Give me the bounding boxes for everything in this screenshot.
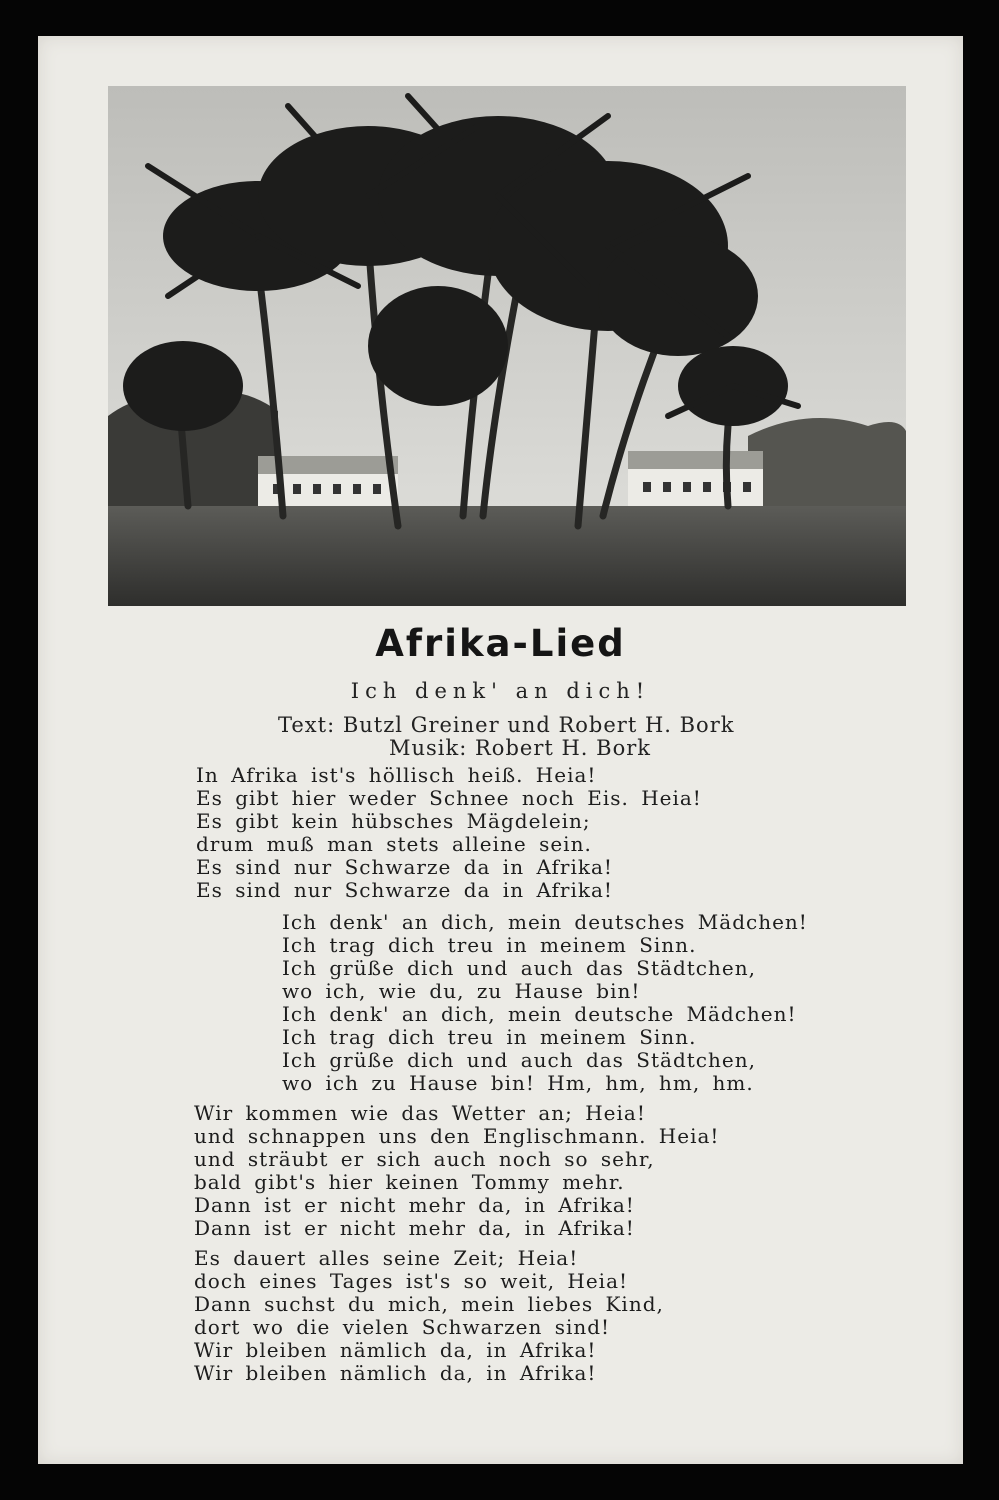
verse-line: drum muß man stets alleine sein.: [196, 832, 592, 856]
verse-line: dort wo die vielen Schwarzen sind!: [194, 1315, 611, 1339]
song-title: Afrika-Lied: [375, 622, 626, 665]
verse-line: Es sind nur Schwarze da in Afrika!: [196, 855, 613, 879]
stanza-2: [194, 1102, 719, 1240]
palm-trees-photo-illustration: [108, 86, 906, 606]
postcard: [38, 36, 963, 1464]
verse-line: bald gibt's hier keinen Tommy mehr.: [194, 1170, 625, 1194]
stanza-3: [194, 1247, 664, 1385]
verse-line: In Afrika ist's höllisch heiß. Heia!: [196, 763, 597, 787]
verse-line: Ich denk' an dich, mein deutsche Mädchen!: [282, 1002, 797, 1026]
verse-line: Wir bleiben nämlich da, in Afrika!: [194, 1338, 597, 1362]
verse-line: Ich trag dich treu in meinem Sinn.: [282, 1025, 697, 1049]
song-subtitle: Ich denk' an dich!: [350, 679, 651, 703]
verse-line: Dann suchst du mich, mein liebes Kind,: [194, 1292, 664, 1316]
verse-line: Ich grüße dich und auch das Städtchen,: [282, 1048, 756, 1072]
verse-line: Es gibt kein hübsches Mägdelein;: [196, 809, 591, 833]
verse-line: Wir kommen wie das Wetter an; Heia!: [194, 1101, 646, 1125]
lyrics-credit: Text: Butzl Greiner und Robert H. Bork: [278, 713, 735, 737]
verse-line: Dann ist er nicht mehr da, in Afrika!: [194, 1216, 635, 1240]
verse-line: wo ich, wie du, zu Hause bin!: [282, 979, 641, 1003]
verse-line: und sträubt er sich auch noch so sehr,: [194, 1147, 655, 1171]
verse-line: Wir bleiben nämlich da, in Afrika!: [194, 1361, 597, 1385]
verse-line: Ich trag dich treu in meinem Sinn.: [282, 933, 697, 957]
verse-line: Es dauert alles seine Zeit; Heia!: [194, 1246, 579, 1270]
verse-line: Es gibt hier weder Schnee noch Eis. Heia!: [196, 786, 702, 810]
stanza-1: [196, 764, 702, 902]
verse-line: Ich grüße dich und auch das Städtchen,: [282, 956, 756, 980]
refrain: [282, 911, 808, 1095]
verse-line: Dann ist er nicht mehr da, in Afrika!: [194, 1193, 635, 1217]
verse-line: und schnappen uns den Englischmann. Heia!: [194, 1124, 720, 1148]
music-credit: Musik: Robert H. Bork: [389, 736, 651, 760]
palm-trees-photo: [108, 86, 906, 606]
verse-line: Ich denk' an dich, mein deutsches Mädchen!: [282, 910, 808, 934]
verse-line: doch eines Tages ist's so weit, Heia!: [194, 1269, 629, 1293]
verse-line: Es sind nur Schwarze da in Afrika!: [196, 878, 613, 902]
verse-line: wo ich zu Hause bin! Hm, hm, hm, hm.: [282, 1071, 754, 1095]
